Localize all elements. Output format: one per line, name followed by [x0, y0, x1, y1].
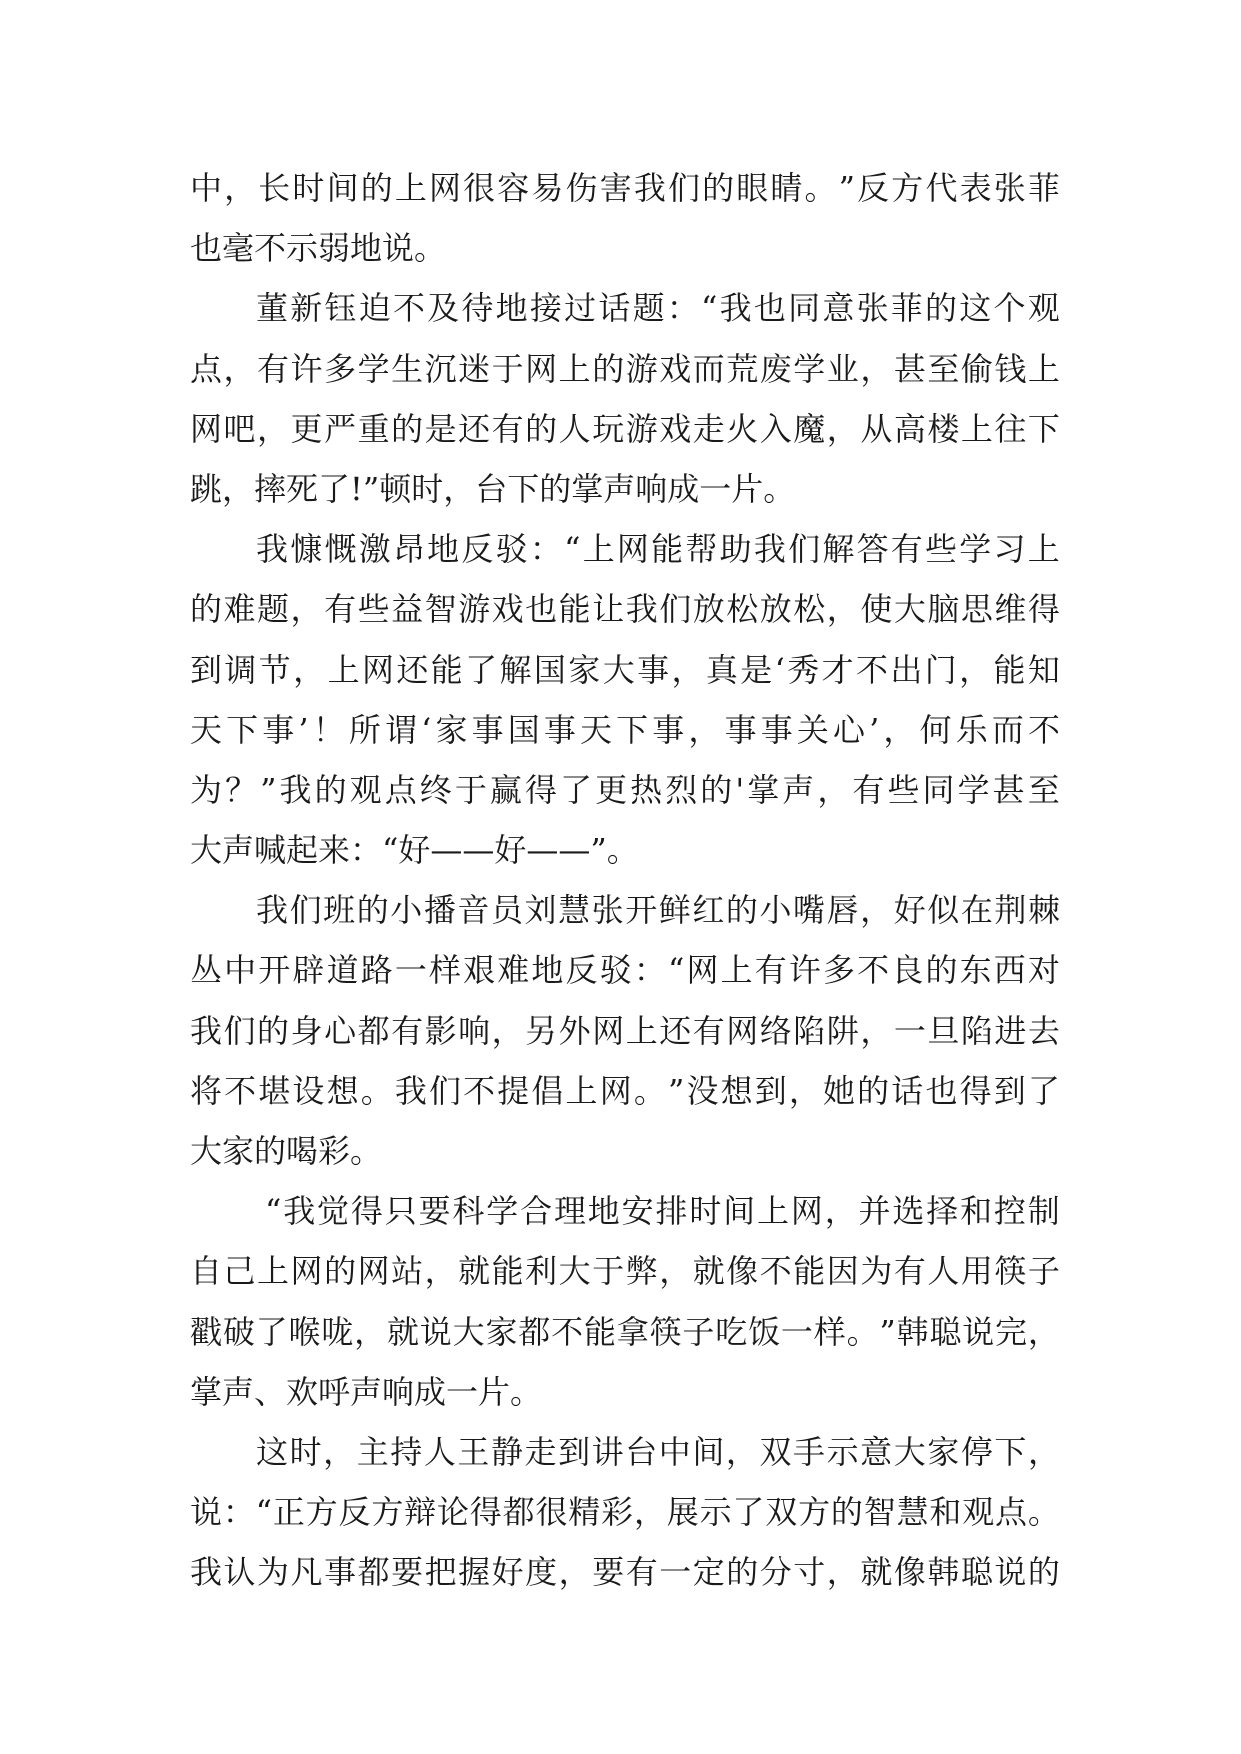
text-line: 我 慷 慨 激 昂 地 反 驳 ： “ 上 网 能 帮 助 我 们 解 答 有 些 学 习 上	[256, 530, 1060, 569]
text-line: 大家的喝彩。	[190, 1132, 383, 1170]
text-line: 丛 中 开 辟 道 路 一 样 艰 难 地 反 驳 ： “ 网 上 有 许 多 不 良 的 东 西 对	[190, 951, 1060, 990]
text-line: 大声喊起来：“好——好——”。	[190, 831, 639, 870]
body-text	[190, 158, 1060, 1603]
text-line: 说 ： “ 正 方 反 方 辩 论 得 都 很 精 彩 ， 展 示 了 双 方 的 智 慧 和 观 点 。	[190, 1493, 1060, 1532]
text-line: 这 时 ， 主 持 人 王 静 走 到 讲 台 中 间 ， 双 手 示 意 大 家 停 下 ，	[256, 1432, 1060, 1471]
text-line: 也毫不示弱地说。	[190, 229, 447, 268]
text-line: 我 们 班 的 小 播 音 员 刘 慧 张 开 鲜 红 的 小 嘴 唇 ， 好 似 在 荆 棘	[256, 891, 1060, 930]
text-line: 董 新 钰 迫 不 及 待 地 接 过 话 题 ： “ 我 也 同 意 张 菲 的 这 个 观	[256, 289, 1060, 328]
text-line: 为 ？ ” 我 的 观 点 终 于 赢 得 了 更 热 烈 的 ' 掌 声 ， 有 些 同 学 甚 至	[190, 770, 1060, 809]
text-line: 将 不 堪 设 想 。 我 们 不 提 倡 上 网 。 ” 没 想 到 ， 她 的 话 也 得 到 了	[190, 1071, 1060, 1110]
text-line: 中 ， 长 时 间 的 上 网 很 容 易 伤 害 我 们 的 眼 睛 。 ” 反 方 代 表 张 菲	[190, 169, 1060, 207]
text-line: 自 己 上 网 的 网 站 ， 就 能 利 大 于 弊 ， 就 像 不 能 因 为 有 人 用 筷 子	[190, 1252, 1060, 1291]
text-line: 掌声、欢呼声响成一片。	[190, 1372, 543, 1411]
text-line: “ 我 觉 得 只 要 科 学 合 理 地 安 排 时 间 上 网 ， 并 选 择 和 控 制	[265, 1192, 1060, 1231]
text-line: 跳，摔死了!”顿时，台下的掌声响成一片。	[190, 469, 796, 508]
text-line: 戳 破 了 喉 咙 ， 就 说 大 家 都 不 能 拿 筷 子 吃 饭 一 样 。 ” 韩 聪 说 完 ，	[190, 1312, 1060, 1351]
text-line: 网 吧 ， 更 严 重 的 是 还 有 的 人 玩 游 戏 走 火 入 魔 ， 从 高 楼 上 往 下	[190, 409, 1060, 448]
text-line: 到 调 节 ， 上 网 还 能 了 解 国 家 大 事 ， 真 是 ‘ 秀 才 不 出 门 ， 能 知	[190, 650, 1060, 689]
text-line: 我 认 为 凡 事 都 要 把 握 好 度 ， 要 有 一 定 的 分 寸 ， 就 像 韩 聪 说 的	[190, 1553, 1060, 1592]
text-line: 的 难 题 ， 有 些 益 智 游 戏 也 能 让 我 们 放 松 放 松 ， 使 大 脑 思 维 得	[190, 590, 1060, 629]
text-line: 我 们 的 身 心 都 有 影 响 ， 另 外 网 上 还 有 网 络 陷 阱 ， 一 旦 陷 进 去	[190, 1011, 1060, 1050]
text-line: 点 ， 有 许 多 学 生 沉 迷 于 网 上 的 游 戏 而 荒 废 学 业 ， 甚 至 偷 钱 上	[190, 349, 1060, 388]
text-line: 天 下 事 ’ ！ 所 谓 ‘ 家 事 国 事 天 下 事 ， 事 事 关 心 ’ ， 何 乐 而 不	[190, 710, 1060, 749]
